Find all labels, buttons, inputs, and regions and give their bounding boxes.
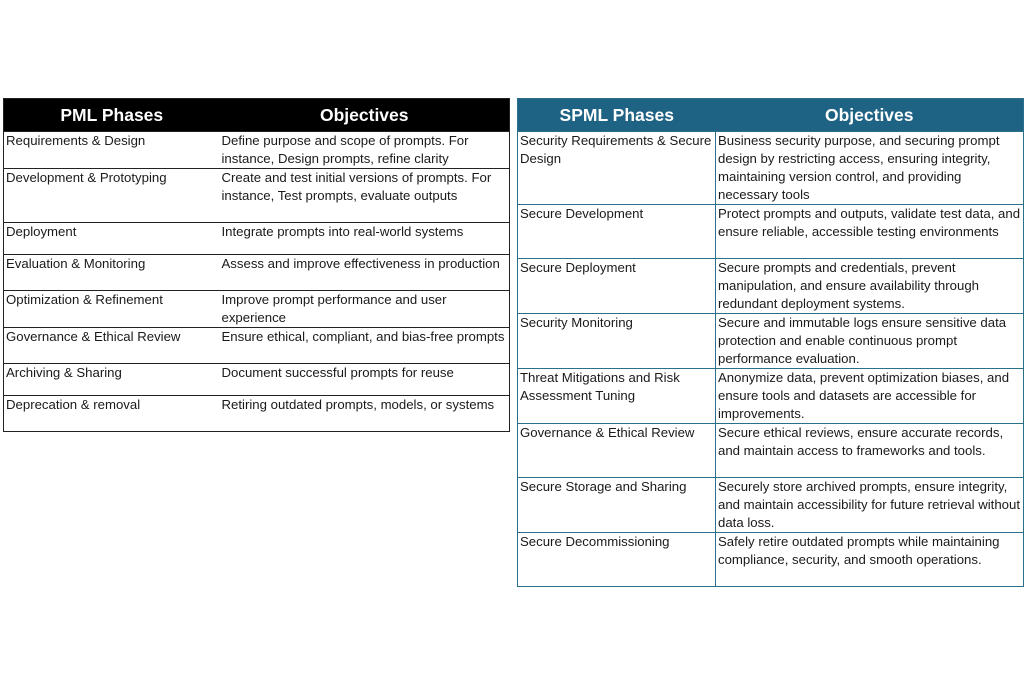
pml-objective-cell: Create and test initial versions of prompts. For instance, Test prompts, evaluate outputs [220, 169, 510, 223]
pml-phase-cell: Optimization & Refinement [4, 291, 220, 328]
pml-phase-cell: Deployment [4, 223, 220, 255]
pml-objective-cell: Improve prompt performance and user experience [220, 291, 510, 328]
pml-phase-cell: Deprecation & removal [4, 396, 220, 432]
table-row [4, 169, 510, 223]
pml-phase-cell: Governance & Ethical Review [4, 328, 220, 364]
table-row [518, 259, 1024, 314]
spml-phase-cell: Secure Development [518, 205, 716, 259]
spml-objectives-header: Objectives [716, 99, 1024, 132]
spml-phases-table [517, 98, 1024, 587]
table-row [4, 328, 510, 364]
pml-phase-cell: Archiving & Sharing [4, 364, 220, 396]
spml-objective-cell: Protect prompts and outputs, validate test data, and ensure reliable, accessible testing environments [716, 205, 1024, 259]
pml-phases-table [3, 98, 510, 432]
spml-phase-cell: Secure Storage and Sharing [518, 478, 716, 533]
spml-phase-cell: Secure Deployment [518, 259, 716, 314]
table-row [518, 369, 1024, 424]
table-row [518, 314, 1024, 369]
table-row [518, 424, 1024, 478]
spml-objective-cell: Secure and immutable logs ensure sensitive data protection and enable continuous prompt performance evaluation. [716, 314, 1024, 369]
pml-phase-header: PML Phases [4, 99, 220, 132]
spml-phase-cell: Secure Decommissioning [518, 533, 716, 587]
spml-phase-cell: Security Requirements & Secure Design [518, 132, 716, 205]
table-row [518, 205, 1024, 259]
spml-header-row [518, 99, 1024, 132]
spml-phase-header: SPML Phases [518, 99, 716, 132]
table-row [518, 478, 1024, 533]
pml-header-row [4, 99, 510, 132]
pml-objectives-header: Objectives [220, 99, 510, 132]
spml-phase-cell: Threat Mitigations and Risk Assessment Tuning [518, 369, 716, 424]
spml-objective-cell: Secure prompts and credentials, prevent manipulation, and ensure availability through redundant deployment systems. [716, 259, 1024, 314]
pml-objective-cell: Integrate prompts into real-world systems [220, 223, 510, 255]
table-row [4, 132, 510, 169]
table-row [4, 396, 510, 432]
spml-objective-cell: Secure ethical reviews, ensure accurate records, and maintain access to frameworks and tools. [716, 424, 1024, 478]
spml-objective-cell: Business security purpose, and securing prompt design by restricting access, ensuring integrity, maintaining version control, and providing necessary tools [716, 132, 1024, 205]
pml-phase-cell: Requirements & Design [4, 132, 220, 169]
table-row [518, 132, 1024, 205]
spml-objective-cell: Anonymize data, prevent optimization biases, and ensure tools and datasets are accessible for improvements. [716, 369, 1024, 424]
pml-phase-cell: Evaluation & Monitoring [4, 255, 220, 291]
table-row [4, 364, 510, 396]
pml-objective-cell: Document successful prompts for reuse [220, 364, 510, 396]
pml-phase-cell: Development & Prototyping [4, 169, 220, 223]
spml-objective-cell: Safely retire outdated prompts while maintaining compliance, security, and smooth operations. [716, 533, 1024, 587]
table-row [518, 533, 1024, 587]
spml-phase-cell: Governance & Ethical Review [518, 424, 716, 478]
spml-phase-cell: Security Monitoring [518, 314, 716, 369]
table-row [4, 255, 510, 291]
pml-objective-cell: Retiring outdated prompts, models, or systems [220, 396, 510, 432]
table-row [4, 223, 510, 255]
pml-objective-cell: Ensure ethical, compliant, and bias-free prompts [220, 328, 510, 364]
table-row [4, 291, 510, 328]
pml-objective-cell: Assess and improve effectiveness in production [220, 255, 510, 291]
spml-objective-cell: Securely store archived prompts, ensure integrity, and maintain accessibility for future retrieval without data loss. [716, 478, 1024, 533]
pml-objective-cell: Define purpose and scope of prompts. For instance, Design prompts, refine clarity [220, 132, 510, 169]
